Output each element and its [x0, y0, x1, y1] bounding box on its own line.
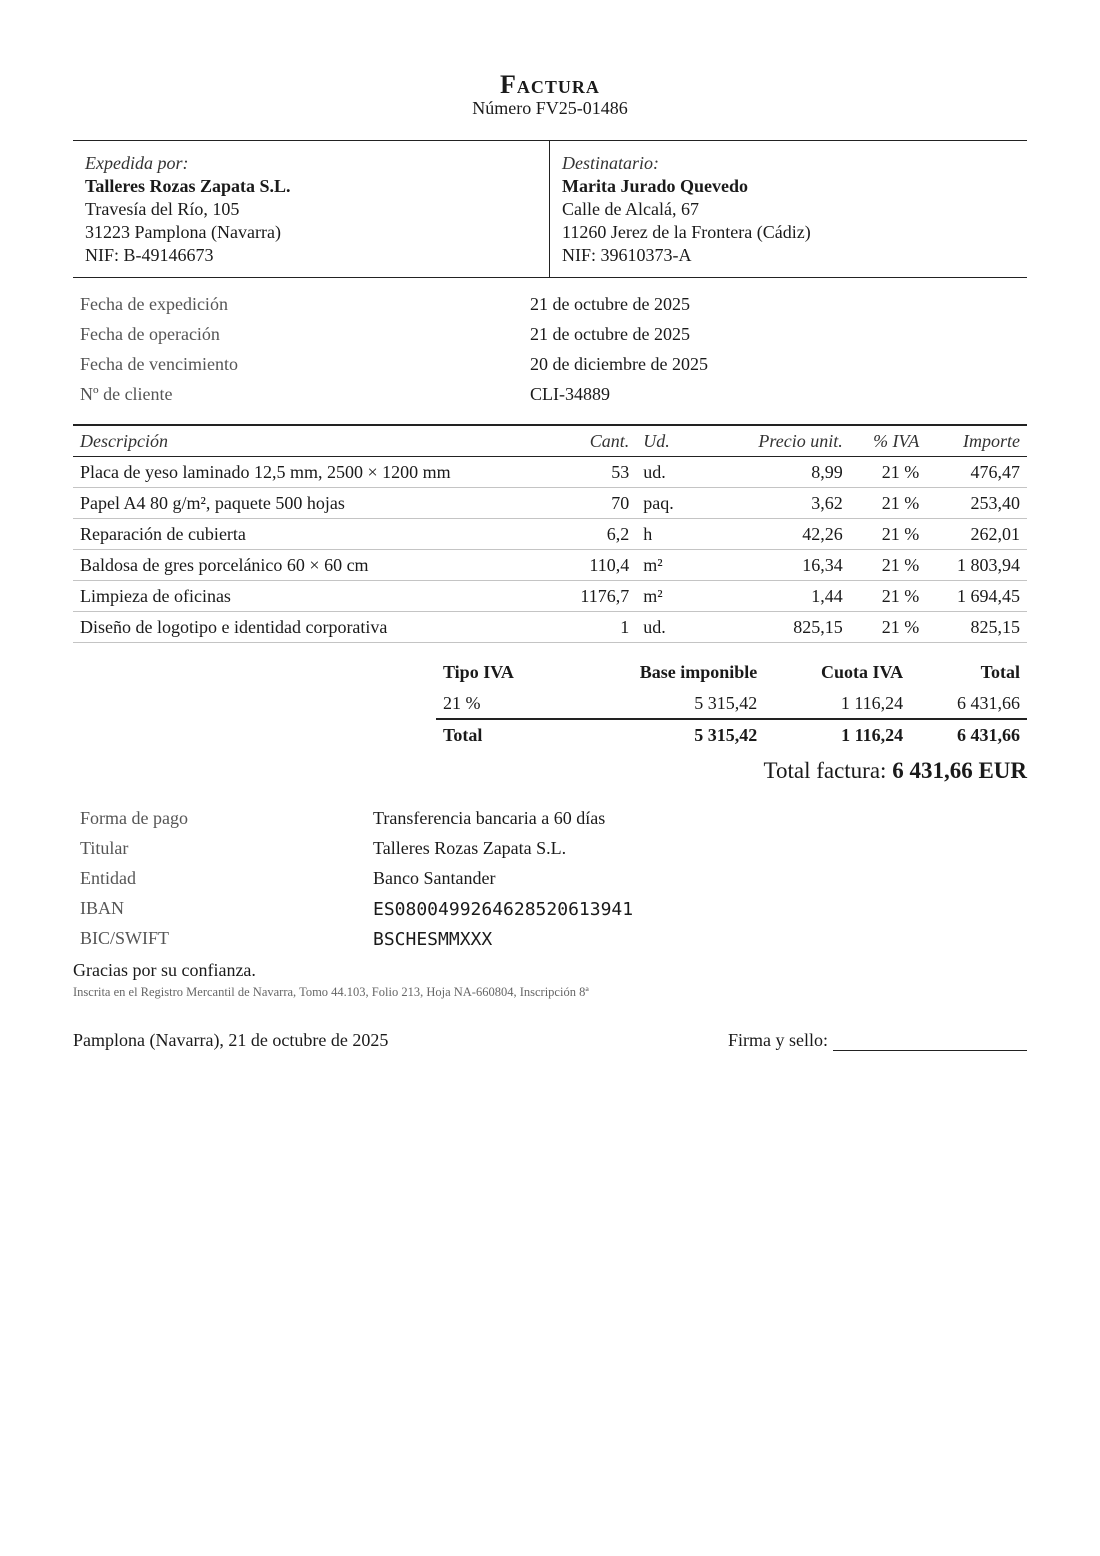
table-row [73, 519, 1027, 550]
col-header-description: Descripción [73, 425, 551, 457]
meta-label: Nº de cliente [80, 384, 173, 404]
vat-header-quota: Cuota IVA [820, 662, 904, 682]
item-vat-rate: 21 % [850, 612, 926, 643]
col-header-unit-price: Precio unit. [709, 425, 850, 457]
payment-value: Transferencia bancaria a 60 días [373, 808, 606, 828]
item-description: Reparación de cubierta [73, 519, 551, 550]
recipient-address-line-2: 11260 Jerez de la Frontera (Cádiz) [562, 222, 811, 242]
invoice-title: Factura [500, 70, 600, 99]
item-unit-price: 8,99 [709, 457, 850, 488]
vat-quota: 1 116,24 [764, 688, 910, 719]
place-and-date: Pamplona (Navarra), 21 de octubre de 2025 [73, 1030, 389, 1050]
payment-value: Banco Santander [373, 868, 496, 888]
grand-total-label: Total factura: [763, 758, 887, 783]
recipient-block [550, 141, 1027, 277]
thanks-note: Gracias por su confianza. [73, 960, 256, 980]
table-row [73, 550, 1027, 581]
vat-total-base: 5 315,42 [565, 719, 765, 750]
item-unit-price: 16,34 [709, 550, 850, 581]
item-unit: m² [636, 550, 709, 581]
line-items-header-row [73, 425, 1027, 457]
item-vat-rate: 21 % [850, 550, 926, 581]
col-header-amount: Importe [926, 425, 1027, 457]
issuer-name: Talleres Rozas Zapata S.L. [85, 176, 291, 196]
vat-summary-header-row [436, 657, 1027, 688]
meta-row [73, 384, 1027, 414]
payment-row [73, 898, 1027, 928]
item-unit-price: 42,26 [709, 519, 850, 550]
item-amount: 825,15 [926, 612, 1027, 643]
item-unit-price: 825,15 [709, 612, 850, 643]
payment-row [73, 868, 1027, 898]
vat-header-total: Total [980, 662, 1020, 682]
col-header-vat-rate: % IVA [850, 425, 926, 457]
vat-header-base: Base imponible [639, 662, 758, 682]
grand-total-value: 6 431,66 EUR [892, 758, 1027, 783]
item-amount: 1 803,94 [926, 550, 1027, 581]
table-row [73, 612, 1027, 643]
table-row [73, 581, 1027, 612]
vat-total-label: Total [436, 719, 565, 750]
meta-row [73, 354, 1027, 384]
item-quantity: 110,4 [551, 550, 636, 581]
item-vat-rate: 21 % [850, 581, 926, 612]
issuer-nif: NIF: B-49146673 [85, 245, 214, 265]
item-unit: h [636, 519, 709, 550]
recipient-nif: NIF: 39610373-A [562, 245, 692, 265]
vat-summary-table [436, 657, 1027, 750]
payment-label: BIC/SWIFT [80, 928, 170, 948]
recipient-label: Destinatario: [562, 153, 659, 173]
meta-value: 21 de octubre de 2025 [530, 324, 690, 344]
item-unit-price: 1,44 [709, 581, 850, 612]
item-unit: m² [636, 581, 709, 612]
item-description: Diseño de logotipo e identidad corporativa [73, 612, 551, 643]
line-items-table [73, 424, 1027, 643]
item-description: Baldosa de gres porcelánico 60 × 60 cm [73, 550, 551, 581]
meta-row [73, 294, 1027, 324]
item-unit: ud. [636, 612, 709, 643]
vat-total: 6 431,66 [910, 688, 1027, 719]
col-header-quantity: Cant. [551, 425, 636, 457]
signature-label: Firma y sello: [728, 1030, 828, 1050]
payment-label: Entidad [80, 868, 136, 888]
meta-label: Fecha de operación [80, 324, 220, 344]
payment-row [73, 808, 1027, 838]
meta-label: Fecha de expedición [80, 294, 228, 314]
item-quantity: 53 [551, 457, 636, 488]
signature-area [728, 1030, 1027, 1051]
vat-base: 5 315,42 [565, 688, 765, 719]
item-vat-rate: 21 % [850, 457, 926, 488]
payment-label: IBAN [80, 898, 124, 918]
vat-header-type: Tipo IVA [443, 662, 514, 682]
table-row [73, 457, 1027, 488]
payment-row [73, 838, 1027, 868]
item-description: Papel A4 80 g/m², paquete 500 hojas [73, 488, 551, 519]
payment-label: Titular [80, 838, 129, 858]
meta-row [73, 324, 1027, 354]
issuer-label: Expedida por: [85, 153, 189, 173]
payment-row [73, 928, 1027, 958]
vat-rate-row [436, 688, 1027, 719]
item-amount: 476,47 [926, 457, 1027, 488]
item-unit-price: 3,62 [709, 488, 850, 519]
meta-value: 21 de octubre de 2025 [530, 294, 690, 314]
payment-value: Talleres Rozas Zapata S.L. [373, 838, 567, 858]
item-vat-rate: 21 % [850, 519, 926, 550]
item-unit: ud. [636, 457, 709, 488]
item-amount: 262,01 [926, 519, 1027, 550]
item-quantity: 6,2 [551, 519, 636, 550]
table-row [73, 488, 1027, 519]
signature-line [833, 1030, 1027, 1051]
issuer-address-line-2: 31223 Pamplona (Navarra) [85, 222, 281, 242]
invoice-number: Número FV25-01486 [472, 98, 628, 118]
item-amount: 253,40 [926, 488, 1027, 519]
item-description: Limpieza de oficinas [73, 581, 551, 612]
item-quantity: 1 [551, 612, 636, 643]
issuer-block [73, 141, 550, 277]
vat-total-row [436, 719, 1027, 750]
recipient-address-line-1: Calle de Alcalá, 67 [562, 199, 699, 219]
item-vat-rate: 21 % [850, 488, 926, 519]
item-unit: paq. [636, 488, 709, 519]
parties-box [73, 140, 1027, 278]
col-header-unit: Ud. [636, 425, 709, 457]
iban-value: ES0800499264628520613941 [373, 899, 634, 920]
meta-value: CLI-34889 [530, 384, 610, 404]
invoice-grand-total [764, 758, 1027, 784]
invoice-meta [73, 294, 1027, 414]
registry-note: Inscrita en el Registro Mercantil de Navarra, Tomo 44.103, Folio 213, Hoja NA-660804, Inscripción 8ª [73, 985, 589, 999]
item-amount: 1 694,45 [926, 581, 1027, 612]
bic-value: BSCHESMMXXX [373, 929, 493, 950]
vat-type: 21 % [436, 688, 565, 719]
item-description: Placa de yeso laminado 12,5 mm, 2500 × 1200 mm [73, 457, 551, 488]
payment-details [73, 808, 1027, 958]
payment-label: Forma de pago [80, 808, 188, 828]
issuer-address-line-1: Travesía del Río, 105 [85, 199, 240, 219]
item-quantity: 70 [551, 488, 636, 519]
recipient-name: Marita Jurado Quevedo [562, 176, 748, 196]
item-quantity: 1176,7 [551, 581, 636, 612]
vat-total-amount: 6 431,66 [910, 719, 1027, 750]
vat-total-quota: 1 116,24 [764, 719, 910, 750]
meta-value: 20 de diciembre de 2025 [530, 354, 708, 374]
meta-label: Fecha de vencimiento [80, 354, 238, 374]
